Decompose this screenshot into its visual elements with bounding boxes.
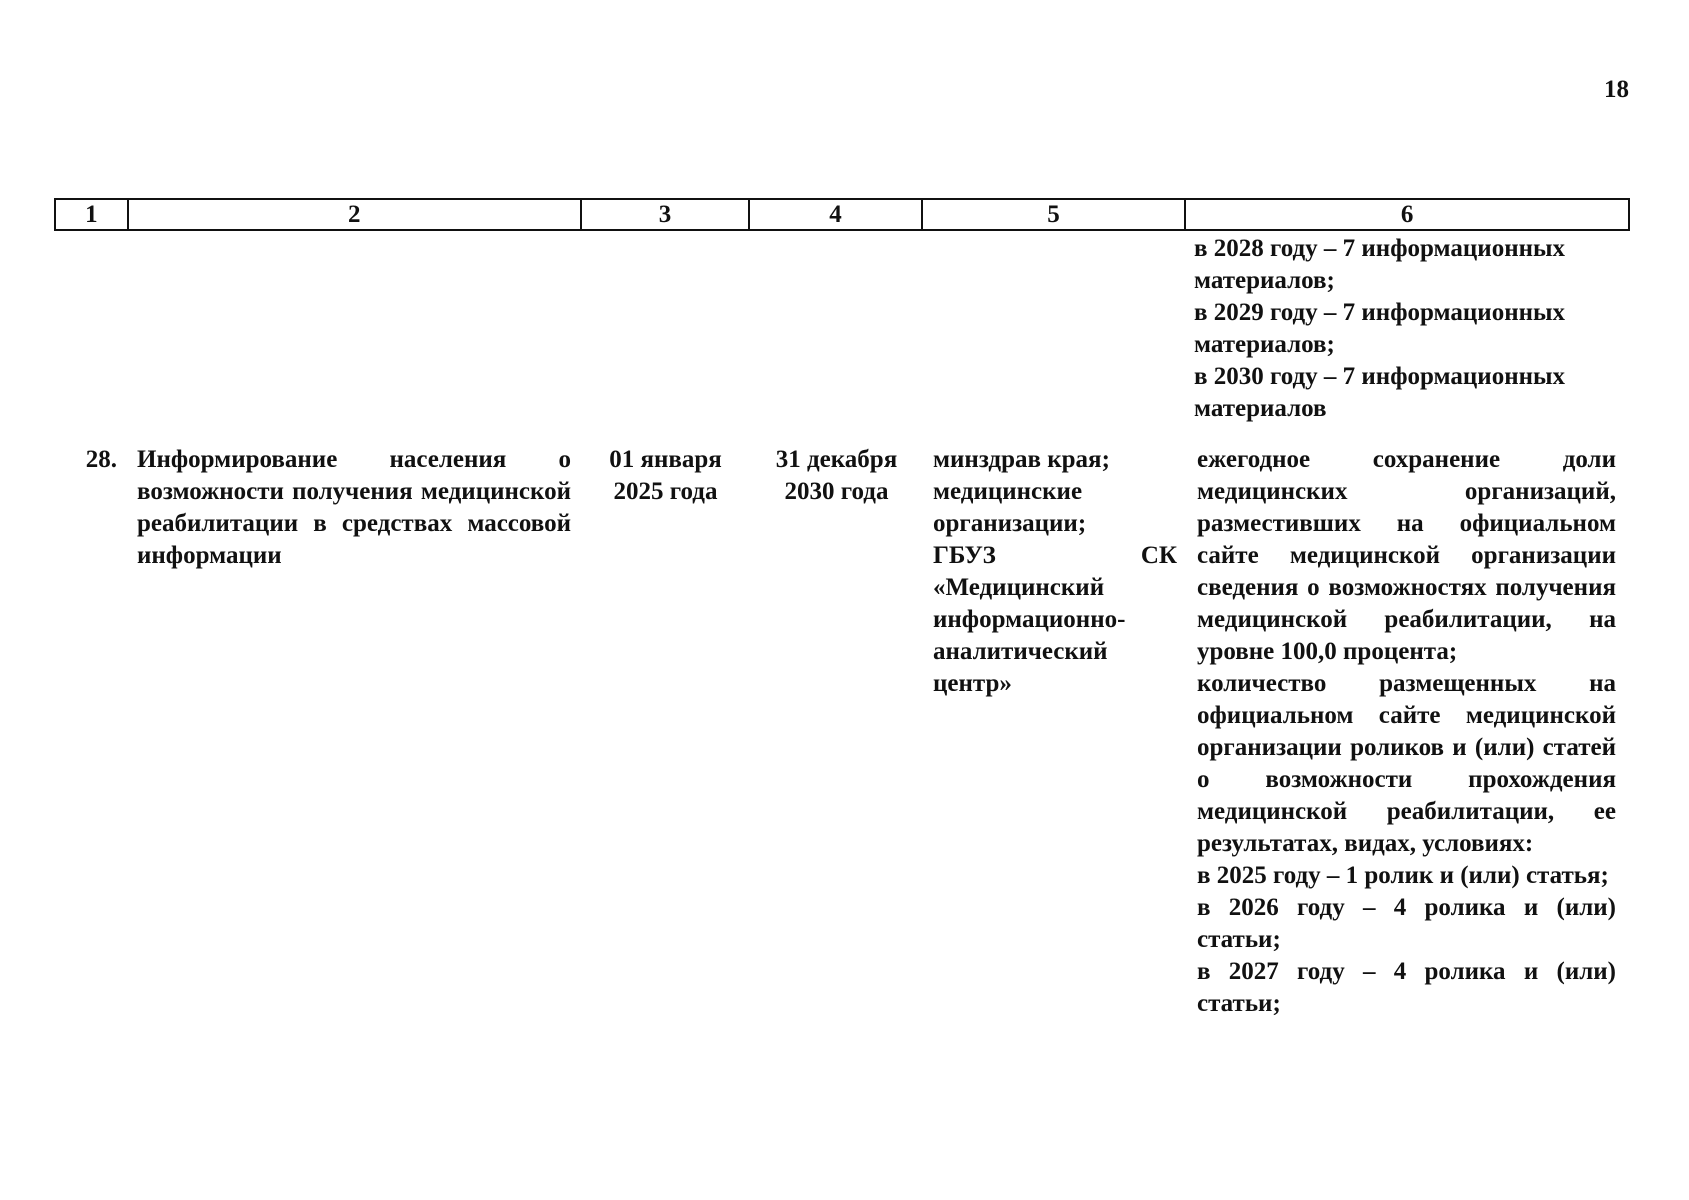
responsible-executors [923,444,1187,1020]
continued-line: в 2030 году – 7 информационных [1194,363,1566,390]
responsible-item: минздрав края; [933,446,1110,473]
continued-line: в 2028 году – 7 информационных [1194,235,1566,262]
table-header-col-5: 5 [923,200,1186,229]
result-item: количество размещенных на официальном сайте медицинской организации роликов и (или) статей о возможности прохождения медицинской реабилитации, ее результатах, видах, условиях: [1197,670,1616,857]
expected-results [1187,444,1630,1020]
continued-line: в 2029 году – 7 информационных [1194,299,1566,326]
continued-line: материалов; [1194,267,1335,294]
responsible-item: медицинские организации; [933,478,1087,537]
continued-line: материалов [1194,395,1327,422]
result-item: ежегодное сохранение доли медицинских организаций, разместивших на официальном сайте медицинской организации сведения о возможностях получения медицинской реабилитации, на уровне 100,0 процента; [1197,446,1616,665]
table-header-col-1: 1 [56,200,129,229]
result-item: в 2027 году – 4 ролика и (или) статьи; [1197,958,1616,1017]
table-header-col-6: 6 [1400,201,1414,228]
result-item: в 2025 году – 1 ролик и (или) статья; [1197,862,1609,889]
page-number: 18 [1604,76,1629,103]
table-header-col-3: 3 [582,200,751,229]
result-item: в 2026 году – 4 ролика и (или) статьи; [1197,894,1616,953]
activity-name: Информирование населения о возможности получения медицинской реабилитации в средствах массовой информации [137,446,571,569]
start-date: 01 января 2025 года [609,446,722,505]
responsible-item: ГБУЗ СК «Медицинский информационно-аналитический центр» [933,542,1177,697]
table-header-col-4: 4 [750,200,923,229]
continued-line: материалов; [1194,331,1335,358]
end-date: 31 декабря 2030 года [775,446,898,505]
table-header-col-2: 2 [129,200,582,229]
table-row-28 [54,444,1630,1020]
row-number: 28. [85,446,117,473]
table-header-row [54,198,1630,231]
continued-results-cell [1194,233,1622,425]
